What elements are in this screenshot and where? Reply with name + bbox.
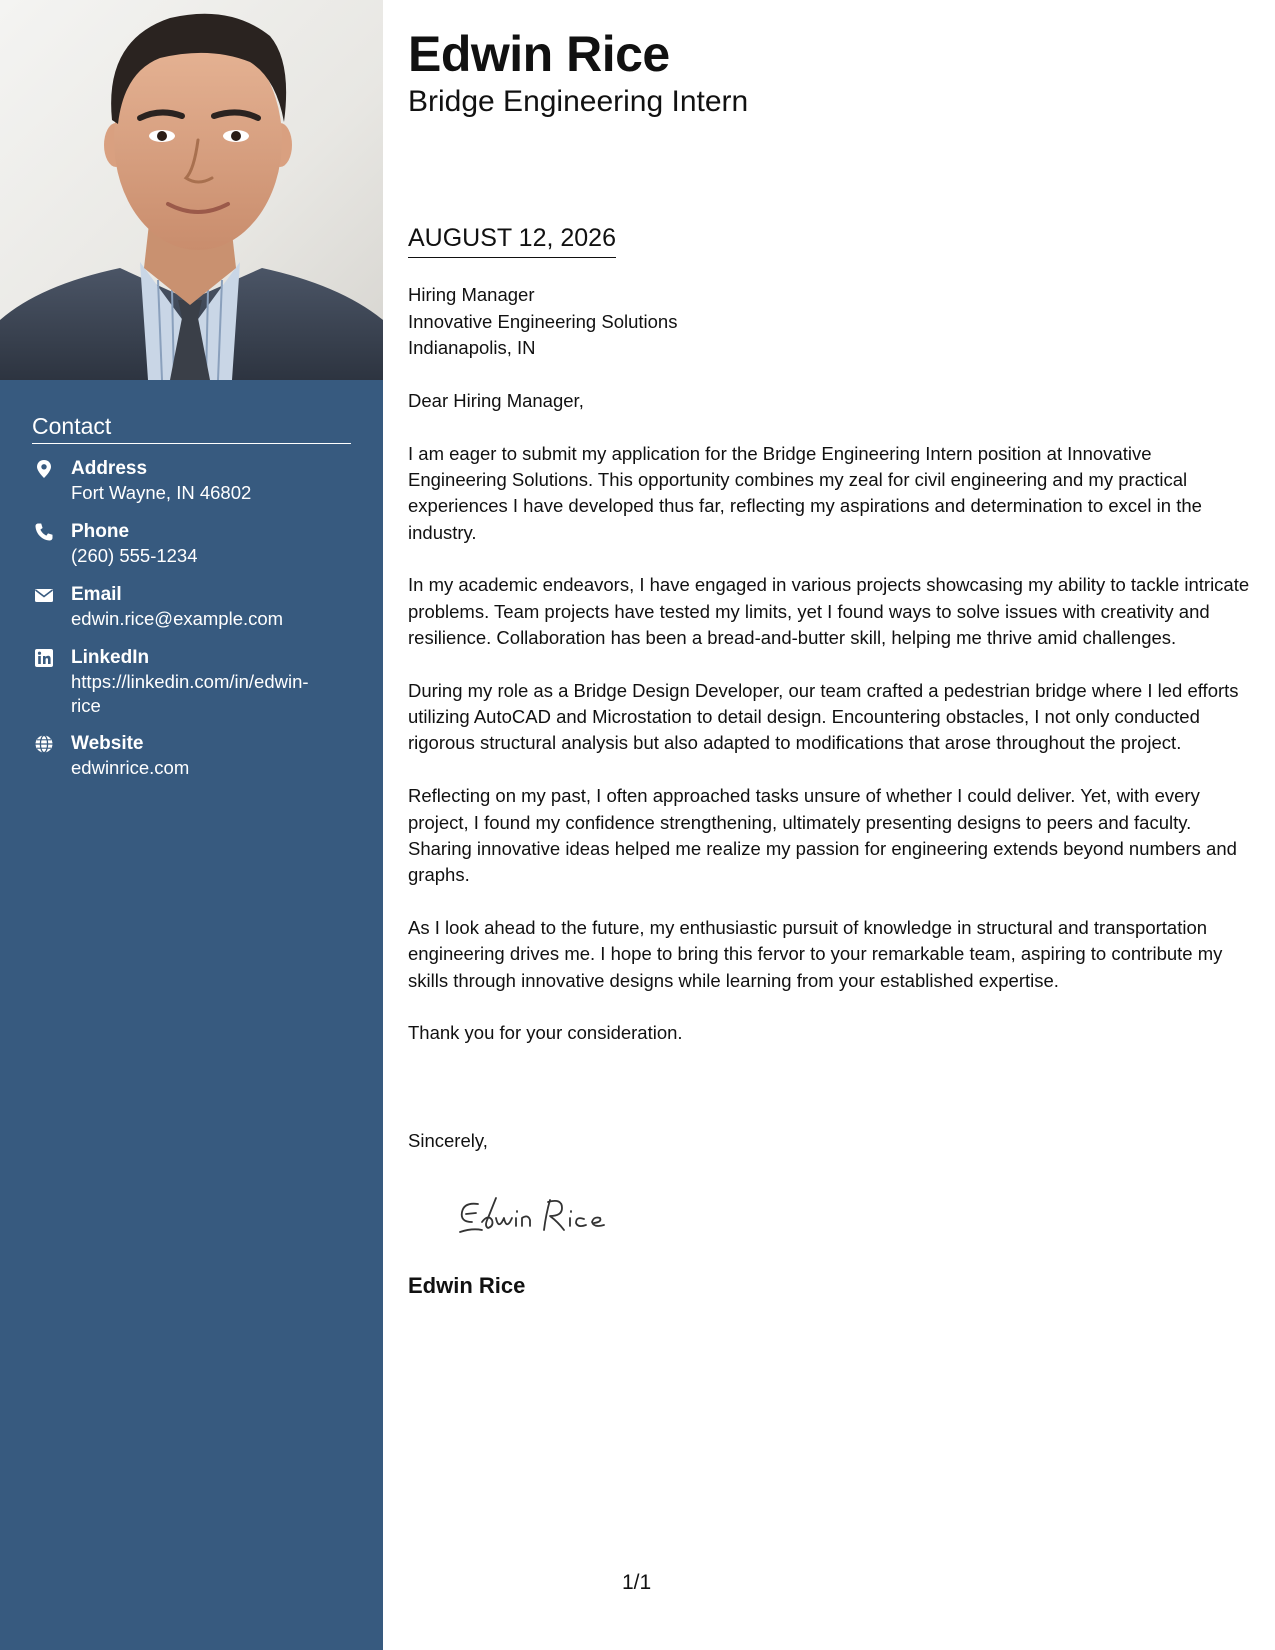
- recipient-block: [408, 282, 677, 362]
- sidebar: [0, 0, 383, 1650]
- email-label: Email: [71, 584, 122, 605]
- letter-date: AUGUST 12, 2026: [408, 222, 616, 258]
- map-pin-icon: [34, 459, 54, 479]
- phone-value: (260) 555-1234: [71, 545, 198, 566]
- applicant-role: Bridge Engineering Intern: [408, 85, 749, 118]
- website-label: Website: [71, 733, 144, 754]
- closing: Sincerely,: [408, 1130, 488, 1151]
- address-value: Fort Wayne, IN 46802: [71, 482, 252, 503]
- page-number: 1/1: [622, 1571, 652, 1594]
- greeting: Dear Hiring Manager,: [408, 390, 584, 411]
- phone-icon: [34, 522, 54, 542]
- profile-photo: [0, 0, 383, 380]
- linkedin-icon: [34, 648, 54, 668]
- contact-website: [32, 731, 351, 781]
- paragraph: As I look ahead to the future, my enthusiastic pursuit of knowledge in structural and transportation engineering drives me. I hope to bring this fervor to your remarkable team, aspiring to contribute my skills through innovative designs while learning from your established expertise.: [408, 916, 1223, 991]
- letter-body: [408, 388, 1253, 1073]
- envelope-icon: [34, 585, 54, 605]
- paragraph: I am eager to submit my application for the Bridge Engineering Intern position at Innovative Engineering Solutions. This opportunity combines my zeal for civil engineering and my practical experiences I have developed thus far, reflecting my aspirations and determination to excel in the industry.: [408, 442, 1202, 543]
- phone-label: Phone: [71, 521, 130, 542]
- address-label: Address: [71, 458, 148, 479]
- applicant-name: Edwin Rice: [408, 26, 670, 82]
- handwritten-signature: [452, 1188, 652, 1248]
- recipient-title: Hiring Manager: [408, 284, 535, 305]
- contact-section: [32, 412, 351, 794]
- contact-address: [32, 456, 351, 506]
- thanks-line: Thank you for your consideration.: [408, 1022, 683, 1044]
- contact-phone: [32, 519, 351, 569]
- paragraph: During my role as a Bridge Design Developer, our team crafted a pedestrian bridge where I led efforts utilizing AutoCAD and Microstation to detail design. Encountering obstacles, I not only conducted rigorous structural analysis but also adapted to modifications that arose throughout the project.: [408, 679, 1239, 754]
- contact-linkedin: [32, 645, 351, 718]
- recipient-company: Innovative Engineering Solutions: [408, 310, 678, 332]
- contact-heading: Contact: [32, 412, 351, 444]
- recipient-location: Indianapolis, IN: [408, 337, 536, 358]
- website-value[interactable]: edwinrice.com: [71, 757, 190, 778]
- email-value[interactable]: edwin.rice@example.com: [71, 608, 284, 629]
- paragraph: In my academic endeavors, I have engaged in various projects showcasing my ability to tackle intricate problems. Team projects have tested my limits, yet I found ways to solve issues with creativity and resilience. Collaboration has been a bread-and-butter skill, helping me thrive amid challenges.: [408, 574, 1250, 649]
- contact-email: [32, 582, 351, 632]
- globe-icon: [34, 734, 54, 754]
- linkedin-label: LinkedIn: [71, 647, 150, 668]
- paragraph: Reflecting on my past, I often approached tasks unsure of whether I could deliver. Yet, with every project, I found my confidence strengthening, ultimately presenting designs to peers and faculty. Sharing innovative ideas helped me realize my passion for engineering extends beyond numbers and graphs.: [408, 785, 1237, 886]
- linkedin-value[interactable]: https://linkedin.com/in/edwin-rice: [71, 671, 309, 716]
- signed-name: Edwin Rice: [408, 1273, 526, 1298]
